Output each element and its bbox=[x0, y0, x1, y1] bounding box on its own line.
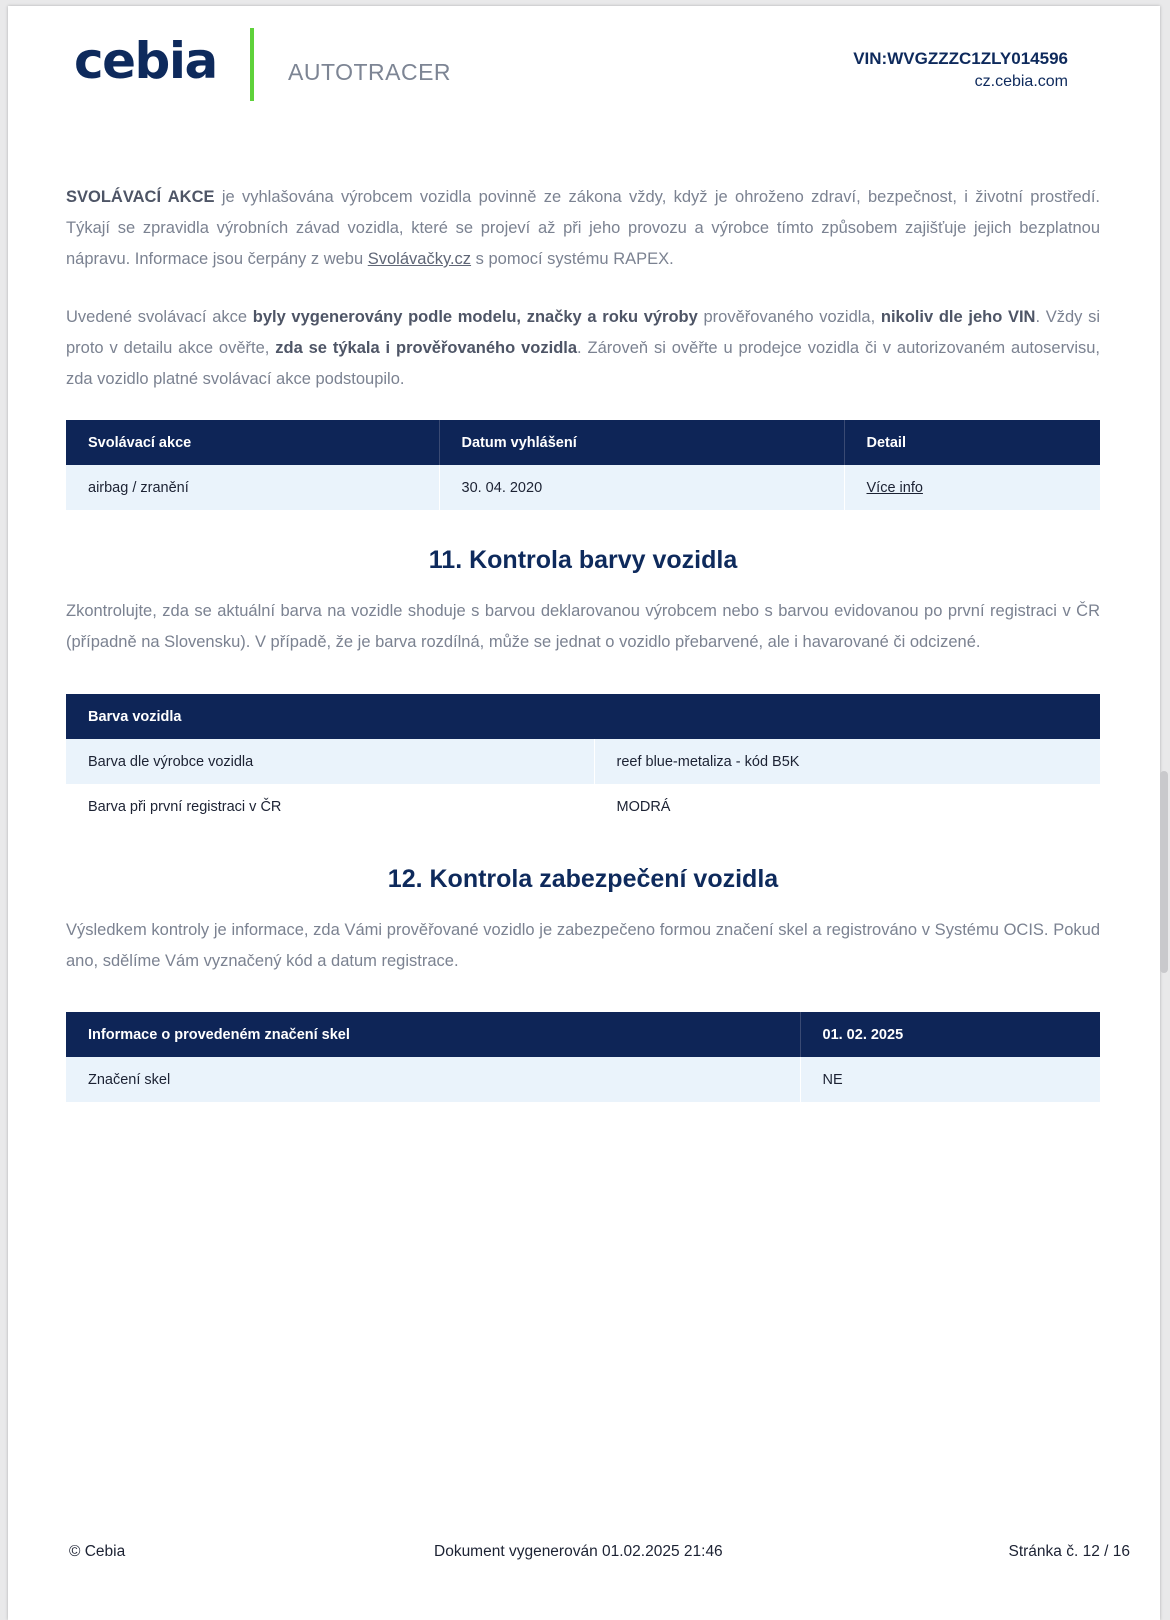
site-url: cz.cebia.com bbox=[974, 73, 1068, 90]
document-page bbox=[8, 6, 1160, 1620]
column-header: Informace o provedeném značení skel bbox=[66, 1012, 800, 1057]
glass-marking-table bbox=[66, 1012, 1100, 1102]
note-text: prověřovaného vozidla, bbox=[697, 308, 881, 326]
table-row bbox=[66, 1057, 1100, 1102]
logo-divider bbox=[250, 28, 254, 101]
column-header: 01. 02. 2025 bbox=[800, 1012, 1100, 1057]
row-value: reef blue-metaliza - kód B5K bbox=[594, 739, 1100, 784]
recall-intro-text-end: s pomocí systému RAPEX. bbox=[471, 250, 674, 268]
row-value: NE bbox=[800, 1057, 1100, 1102]
cebia-logo: cebia bbox=[74, 32, 217, 90]
section-12-text: Výsledkem kontroly je informace, zda Vámi prověřované vozidlo je zabezpečeno formou značení skel a registrováno v Systému OCIS. Pokud ano, sdělíme Vám vyznačený kód a datum registrace. bbox=[66, 921, 1100, 970]
recall-detail-cell bbox=[844, 465, 1100, 510]
recall-intro-paragraph bbox=[66, 182, 1100, 275]
note-bold: zda se týkala i prověřovaného vozidla bbox=[275, 339, 578, 357]
recall-note-paragraph bbox=[66, 302, 1100, 395]
column-header: Svolávací akce bbox=[66, 420, 439, 465]
scrollbar-thumb[interactable] bbox=[1160, 771, 1168, 973]
recall-intro-text: je vyhlašována výrobcem vozidla povinně ze zákona vždy, když je ohroženo zdraví, bezpečnost, i životní prostředí. Týkají se zpravidla výrobních závad vozidla, které se projeví až při jeho provozu a výrobce tímto způsobem zajišťuje jejich bezplatnou nápravu. Informace jsou čerpány z webu bbox=[66, 188, 1100, 268]
footer-page-number: Stránka č. 12 / 16 bbox=[1008, 1543, 1130, 1560]
row-value: MODRÁ bbox=[616, 798, 671, 815]
column-header: Barva vozidla bbox=[66, 694, 1100, 739]
table-header-row bbox=[66, 694, 1100, 739]
recall-lead: SVOLÁVACÍ AKCE bbox=[66, 188, 215, 206]
section-11-title: 11. Kontrola barvy vozidla bbox=[428, 546, 738, 574]
column-header: Detail bbox=[844, 420, 1100, 465]
column-header: Datum vyhlášení bbox=[439, 420, 844, 465]
more-info-link[interactable]: Více info bbox=[866, 479, 923, 496]
recall-date-cell: 30. 04. 2020 bbox=[439, 465, 844, 510]
note-bold: byly vygenerovány podle modelu, značky a roku výroby bbox=[252, 308, 698, 326]
section-11-text: Zkontrolujte, zda se aktuální barva na vozidle shoduje s barvou deklarovanou výrobcem nebo s barvou evidovanou po první registraci v ČR (případně na Slovensku). V případě, že je barva rozdílná, může se jednat o vozidlo přebarvené, ale i havarované či odcizené. bbox=[66, 602, 1100, 651]
table-header-row bbox=[66, 1012, 1100, 1057]
row-label: Barva dle výrobce vozidla bbox=[66, 739, 594, 784]
note-text: . Vždy si proto v detailu akce ověřte, bbox=[66, 308, 1101, 357]
note-text: Uvedené svolávací akce bbox=[66, 308, 253, 326]
product-name: AUTOTRACER bbox=[288, 59, 452, 85]
note-text: . Zároveň si ověřte u prodejce vozidla či v autorizovaném autoservisu, zda vozidlo platné svolávací akce podstoupilo. bbox=[66, 339, 1101, 388]
footer-copyright: © Cebia bbox=[69, 1543, 126, 1560]
note-bold: nikoliv dle jeho VIN bbox=[880, 308, 1036, 326]
svolavacky-link[interactable]: Svolávačky.cz bbox=[367, 250, 472, 268]
table-row bbox=[66, 739, 1100, 784]
recall-table bbox=[66, 420, 1100, 510]
table-header-row bbox=[66, 420, 1100, 465]
table-row bbox=[66, 465, 1100, 510]
row-label: Barva při první registraci v ČR bbox=[66, 784, 594, 829]
vin-label: VIN:WVGZZZC1ZLY014596 bbox=[853, 49, 1068, 68]
color-table bbox=[66, 694, 1100, 829]
recall-action-cell: airbag / zranění bbox=[66, 465, 439, 510]
section-12-title: 12. Kontrola zabezpečení vozidla bbox=[387, 865, 779, 893]
row-label: Značení skel bbox=[66, 1057, 800, 1102]
table-row bbox=[66, 784, 1100, 829]
footer-generated: Dokument vygenerován 01.02.2025 21:46 bbox=[434, 1543, 723, 1560]
